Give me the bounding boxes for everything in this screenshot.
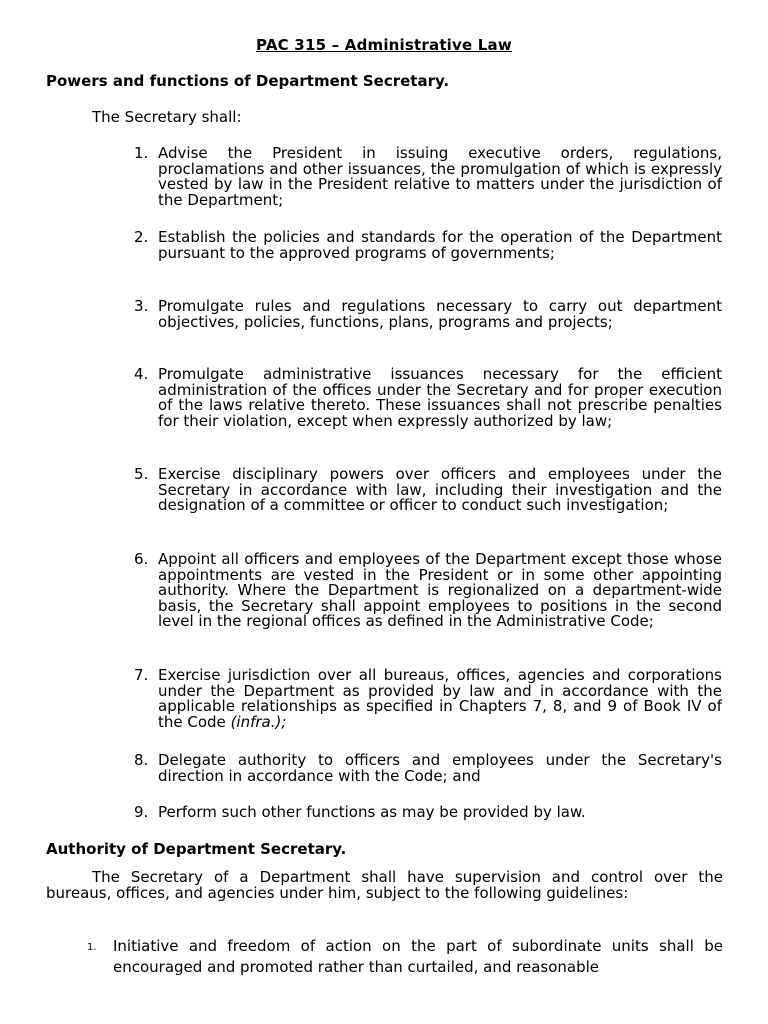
list-item-text: Appoint all officers and employees of the Department except those whose appointments are vested in the President or in some other appointing authority. Where the Department is regionalized on a department-wide basis, the Secretary shall appoint employees to positions in the second level in the regional offices as defined in the Administrative Code; xyxy=(158,550,722,631)
list-item xyxy=(134,297,722,331)
list-item xyxy=(134,666,722,731)
powers-list xyxy=(134,751,722,785)
list-item-text: Perform such other functions as may be provided by law. xyxy=(158,803,586,821)
list-item-number: 2. xyxy=(134,228,149,246)
authority-paragraph: The Secretary of a Department shall have supervision and control over the bureaus, offices, and agencies under him, subject to the following guidelines: xyxy=(46,868,723,902)
list-item-number: 3. xyxy=(134,297,149,315)
section-heading-powers: Powers and functions of Department Secretary. xyxy=(46,72,450,90)
powers-list xyxy=(134,228,722,262)
list-item xyxy=(134,365,722,430)
section-heading-authority: Authority of Department Secretary. xyxy=(46,840,347,858)
powers-list xyxy=(134,144,722,209)
list-item-number: 7. xyxy=(134,666,149,684)
list-item-number: 1. xyxy=(134,144,149,162)
list-item-text-main: Exercise jurisdiction over all bureaus, offices, agencies and corporations under the Department as provided by law and in accordance with the applicable relationships as specified in Chapters 7, 8, and 9 of Book IV of the Code xyxy=(158,666,722,731)
powers-list xyxy=(134,666,722,731)
list-item xyxy=(134,803,722,821)
list-item-text xyxy=(158,668,722,730)
guideline-number: 1. xyxy=(87,942,97,953)
powers-list xyxy=(134,365,722,430)
list-item xyxy=(134,550,722,631)
powers-list xyxy=(134,465,722,515)
list-item-text: Advise the President in issuing executive orders, regulations, proclamations and other issuances, the promulgation of which is expressly vested by law in the President relative to matters under the jurisdiction of the Department; xyxy=(158,144,722,209)
list-item-number: 5. xyxy=(134,465,149,483)
list-item xyxy=(134,751,722,785)
powers-list xyxy=(134,297,722,331)
list-item-text: Promulgate administrative issuances necessary for the efficient administration of the offices under the Secretary and for proper execution of the laws relative thereto. These issuances shall not prescribe penalties for their violation, except when expressly authorized by law; xyxy=(158,365,722,430)
list-item-text: Delegate authority to officers and employees under the Secretary's direction in accordance with the Code; and xyxy=(158,751,722,785)
powers-list xyxy=(134,803,722,821)
list-item-text-italic: (infra.); xyxy=(230,712,287,731)
list-item-number: 8. xyxy=(134,751,149,769)
guideline-text: Initiative and freedom of action on the part of subordinate units shall be encouraged and promoted rather than curtailed, and reasonable xyxy=(113,937,723,976)
list-item xyxy=(134,465,722,515)
list-item-text: Promulgate rules and regulations necessary to carry out department objectives, policies, functions, plans, programs and projects; xyxy=(158,297,722,331)
list-item xyxy=(134,144,722,209)
powers-list xyxy=(134,550,722,631)
list-item xyxy=(134,228,722,262)
list-item-number: 6. xyxy=(134,550,149,568)
list-item-text: Exercise disciplinary powers over officers and employees under the Secretary in accordance with law, including their investigation and the designation of a committee or officer to conduct such investigation; xyxy=(158,465,722,515)
document-title: PAC 315 – Administrative Law xyxy=(256,36,512,54)
section-lead: The Secretary shall: xyxy=(92,108,242,126)
list-item-number: 4. xyxy=(134,365,149,383)
list-item-number: 9. xyxy=(134,803,149,821)
list-item-text: Establish the policies and standards for the operation of the Department pursuant to the approved programs of governments; xyxy=(158,228,722,262)
guideline-item xyxy=(87,936,723,978)
